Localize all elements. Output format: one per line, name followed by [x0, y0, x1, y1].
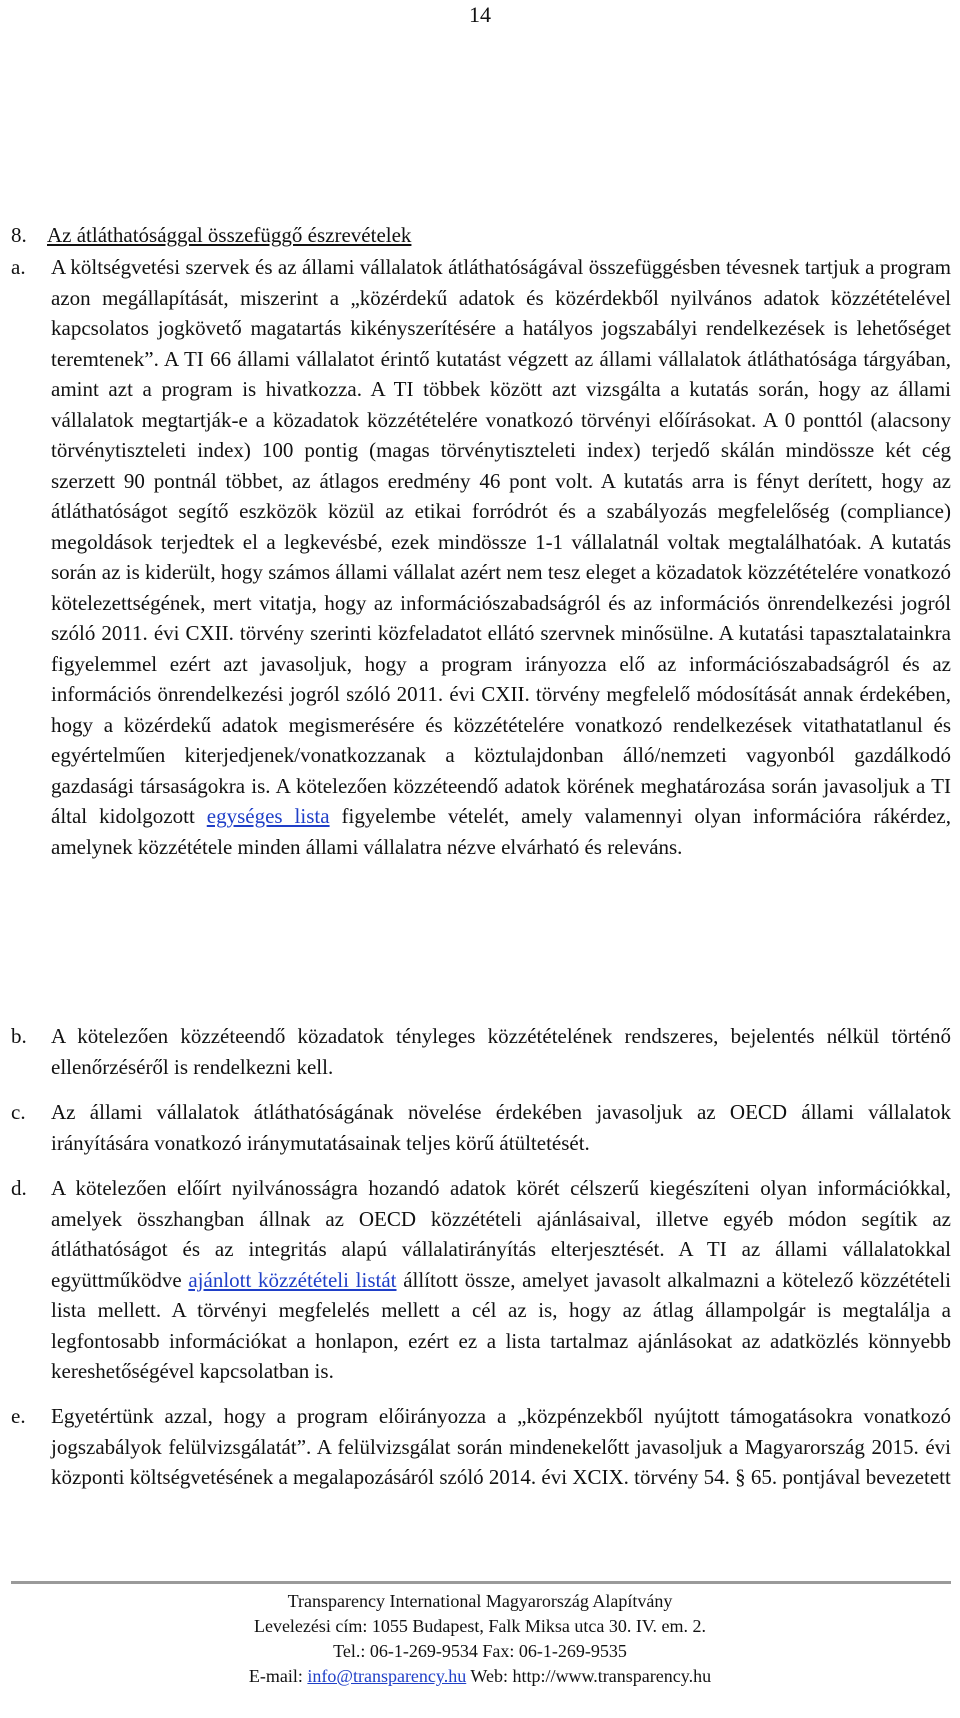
item-text: állított össze, amelyet javasolt alkalmazni a kötelező közzétételi lista mellett. A törvényi megfelelés mellett a cél az is, hogy az átlag állampolgár is megtalálja a legfontosabb információkat a honlapon, ezért ez a lista tartalmaz ajánlásokat az adatközlés könnyebb kereshetőségével kapcsolatban is. [51, 1267, 951, 1383]
item-body: A kötelezően közzéteendő közadatok tényleges közzétételének rendszeres, bejelentés nélkül történő ellenőrzéséről is rendelkezni kell. [51, 1024, 951, 1079]
item-body [51, 252, 951, 862]
item-letter: e. [11, 1404, 26, 1428]
page-number: 14 [469, 2, 491, 27]
item-letter: a. [11, 255, 26, 279]
section-title: Az átláthatósággal összefüggő észrevételek [47, 223, 412, 247]
section-number: 8. [11, 223, 27, 247]
footer-web: Web: http://www.transparency.hu [466, 1666, 712, 1686]
list-item-e [11, 1401, 951, 1493]
list-item-c [11, 1097, 951, 1158]
ajanlott-lista-link[interactable]: ajánlott közzétételi listát [188, 1267, 397, 1292]
list-item-d [11, 1173, 951, 1387]
item-body: Egyetértünk azzal, hogy a program előirányozza a „közpénzekből nyújtott támogatásokra vonatkozó jogszabályok felülvizsgálatát”. A felülvizsgálat során mindenekelőtt javasoljuk a Magyarország 2015. évi központi költségvetésének a megalapozásáról szóló 2014. évi XCIX. törvény 54. § 65. pontjával bevezetett [51, 1404, 951, 1489]
footer [0, 1589, 960, 1689]
email-link[interactable]: info@transparency.hu [307, 1666, 467, 1686]
footer-phone: Tel.: 06-1-269-9534 Fax: 06-1-269-9535 [333, 1641, 627, 1661]
footer-email-label: E-mail: [248, 1666, 308, 1686]
footer-address: Levelezési cím: 1055 Budapest, Falk Miksa utca 30. IV. em. 2. [253, 1616, 707, 1636]
footer-org: Transparency International Magyarország Alapítvány [287, 1591, 673, 1611]
list-item-b [11, 1021, 951, 1082]
list-item-a [11, 252, 951, 862]
footer-contact [0, 1664, 960, 1689]
item-letter: b. [11, 1024, 27, 1048]
item-body: Az állami vállalatok átláthatóságának növelése érdekében javasoljuk az OECD állami vállalatok irányítására vonatkozó iránymutatásainak teljes körű átültetését. [51, 1100, 951, 1155]
egyseges-lista-link[interactable]: egységes lista [206, 804, 330, 828]
item-letter: d. [11, 1176, 27, 1200]
item-letter: c. [11, 1100, 26, 1124]
item-body [51, 1173, 951, 1387]
footer-divider [11, 1581, 951, 1584]
item-text: figyelembe vételét, amely valamennyi olyan információra rákérdez, amelynek közzététele minden állami vállalatra nézve elvárható és releváns. [51, 804, 951, 859]
section-heading [11, 222, 411, 248]
item-text: A kötelezően előírt nyilvánosságra hozandó adatok körét célszerű kiegészíteni olyan információkkal, amelyek összhangban állnak az OECD közzétételi ajánlásaival, illetve egyéb módon segítik az átláthatóságot és az integritás alapú vállalatirányítás elterjesztését. A TI az állami vállalatokkal együttműködve [51, 1176, 951, 1292]
item-text: A költségvetési szervek és az állami vállalatok átláthatóságával összefüggésben tévesnek tartjuk a program azon megállapítását, miszerint a „közérdekű adatok és közérdekből nyilvános adatok közzétételével kapcsolatos jogkövető magatartás kikényszerítésére a hatályos jogszabályi rendelkezések is lehetőséget teremtenek”. A TI 66 állami vállalatot érintő kutatást végzett az állami vállalatok átláthatósága tárgyában, amint azt a program is hivatkozza. A TI többek között azt vizsgálta a kutatás során, hogy az állami vállalatok megtartják-e a közadatok közzétételére vonatkozó törvényi előírásokat. A 0 ponttól (alacsony törvénytiszteleti index) 100 pontig (magas törvénytiszteleti index) terjedő skálán mindössze két cég szerzett 90 pontnál többet, az átlagos eredmény 46 pont volt. A kutatás arra is fényt derített, hogy az átláthatóságot segítő eszközök közül az etikai forródrót és a szabályozás megfelelőség (compliance) megoldások terjedtek el a legkevésbé, ezek mindössze 1-1 vállalatnál voltak megtalálhatóak. A kutatás során az is kiderült, hogy számos állami vállalat azért nem tesz eleget a közadatok közzétételére vonatkozó kötelezettségének, mert vitatja, hogy az információszabadságról és az információs önrendelkezési jogról szóló 2011. évi CXII. törvény szerinti közfeladatot ellátó szervnek minősülne. A kutatási tapasztalatainkra figyelemmel ezért azt javasoljuk, hogy a program irányozza elő az információszabadságról és az információs önrendelkezési jogról szóló 2011. évi CXII. törvény megfelelő módosítását annak érdekében, hogy a közérdekű adatok megismerésére és közzétételére vonatkozó rendelkezések vitathatatlanul és egyértelműen kiterjedjenek/vonatkozzanak a köztulajdonban álló/nemzeti vagyonból gazdálkodó gazdasági társaságokra is. A kötelezően közzéteendő adatok körének meghatározása során javasoljuk a TI által kidolgozott [51, 255, 951, 828]
